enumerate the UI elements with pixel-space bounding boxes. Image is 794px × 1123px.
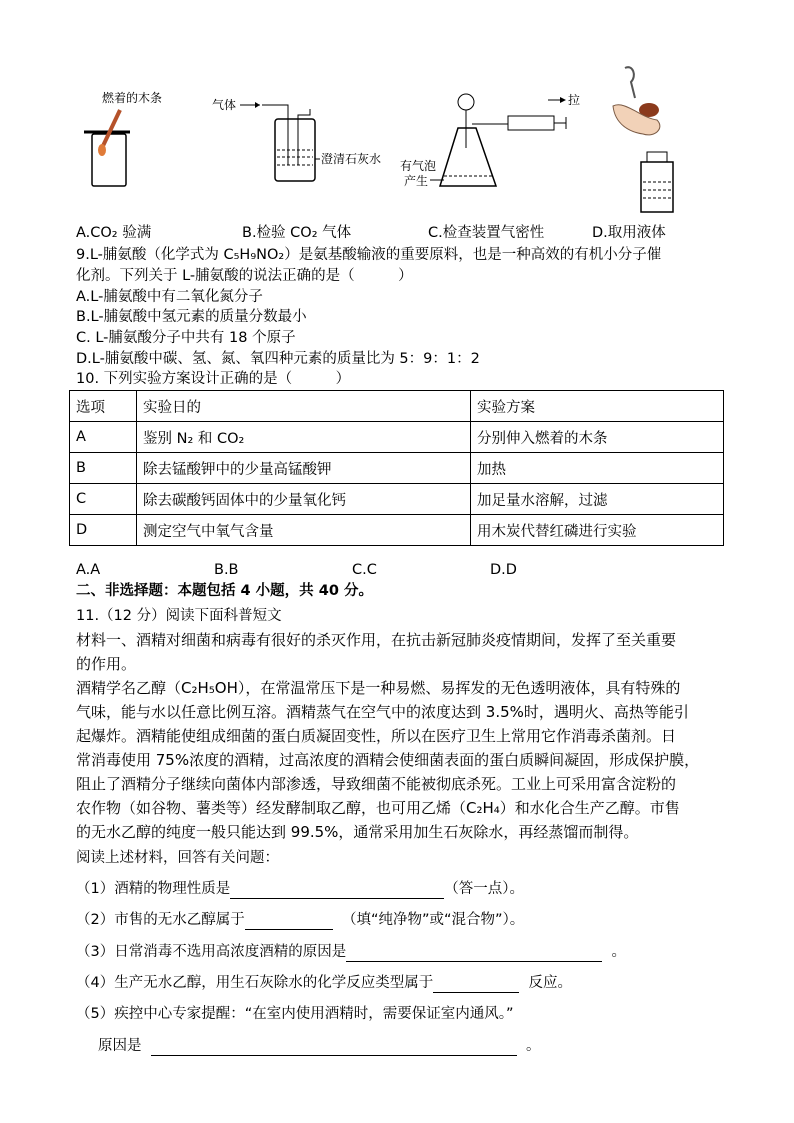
q8-option-b: B.检验 CO₂ 气体 xyxy=(242,225,352,241)
q11-sub1-answer-blank[interactable] xyxy=(230,882,444,899)
q11-sub2 xyxy=(76,910,524,930)
q10-answer-c: C.C xyxy=(352,562,377,578)
table-cell: 鉴别 N₂ 和 CO₂ xyxy=(137,422,471,453)
q11-sub4 xyxy=(76,973,572,993)
q11-sub2-suffix: （填“纯净物”或“混合物”）。 xyxy=(341,912,525,928)
q11-paragraph-line: 阻止了酒精分子继续向菌体内部渗透，导致细菌不能被彻底杀死。工业上可采用富含淀粉的 xyxy=(76,775,677,793)
q9-option-c: C. L-脯氨酸分子中共有 18 个原子 xyxy=(76,330,296,346)
q8-option-d: D.取用液体 xyxy=(592,225,666,241)
figure-b-co2-test xyxy=(210,95,390,190)
table-row xyxy=(70,515,724,546)
table-cell: 用木炭代替红磷进行实验 xyxy=(471,515,724,546)
q11-sub4-label: （4）生产无水乙醇，用生石灰除水的化学反应类型属于 xyxy=(76,975,434,991)
table-row xyxy=(70,422,724,453)
table-cell: 测定空气中氧气含量 xyxy=(137,515,471,546)
q9-stem-1: 9.L-脯氨酸（化学式为 C₅H₉NO₂）是氨基酸输液的重要原料，也是一种高效的有机小分子催 xyxy=(76,247,662,263)
section-2-heading: 二、非选择题：本题包括 4 小题，共 40 分。 xyxy=(76,583,373,599)
q11-paragraph-line: 起爆炸。酒精能使组成细菌的蛋白质凝固变性，所以在医疗卫生上常用它作消毒杀菌剂。日 xyxy=(76,727,677,745)
figure-a-label: 燃着的木条 xyxy=(102,91,163,105)
q11-sub3-suffix: 。 xyxy=(611,944,626,960)
q11-sub4-suffix: 反应。 xyxy=(528,975,572,991)
figure-b-gas-label: 气体 xyxy=(212,98,237,112)
q11-sub3 xyxy=(76,942,626,962)
q11-sub5-answer-blank[interactable] xyxy=(151,1039,517,1056)
q11-sub3-label: （3）日常消毒不选用高浓度酒精的原因是 xyxy=(76,944,347,960)
figure-c-airtightness xyxy=(400,88,590,196)
table-header-cell: 选项 xyxy=(70,391,137,422)
q11-sub1-suffix: （答一点）。 xyxy=(444,881,524,897)
q11-sub5-suffix: 。 xyxy=(525,1038,541,1054)
q9-stem-2: 化剂。下列关于 L-脯氨酸的说法正确的是（ ） xyxy=(76,268,413,284)
q11-paragraph-line: 的无水乙醇的纯度一般只能达到 99.5%，通常采用加生石灰除水，再经蒸馏而制得。 xyxy=(76,823,639,841)
q11-paragraph-line: 材料一、酒精对细菌和病毒有很好的杀灭作用，在抗击新冠肺炎疫情期间，发挥了至关重要 xyxy=(76,631,677,649)
table-cell: D xyxy=(70,515,137,546)
q10-answer-a: A.A xyxy=(76,562,101,578)
q11-sub4-answer-blank[interactable] xyxy=(433,976,519,993)
q11-sub2-answer-blank[interactable] xyxy=(245,913,333,930)
table-cell: A xyxy=(70,422,137,453)
figure-a-co2-full-test xyxy=(80,88,190,198)
figure-c-bubble-label-1: 有气泡 xyxy=(400,159,437,173)
q8-option-a: A.CO₂ 验满 xyxy=(76,225,152,241)
table-cell: 除去锰酸钾中的少量高锰酸钾 xyxy=(137,453,471,484)
q10-table xyxy=(69,390,724,546)
q11-paragraph-line: 农作物（如谷物、薯类等）经发酵制取乙醇，也可用乙烯（C₂H₄）和水化合生产乙醇。市售 xyxy=(76,799,680,817)
q11-paragraph-line: 的作用。 xyxy=(76,655,137,673)
q10-answer-b: B.B xyxy=(214,562,239,578)
q11-title: 11.（12 分）阅读下面科普短文 xyxy=(76,608,282,624)
table-row xyxy=(70,453,724,484)
table-header-cell: 实验日的 xyxy=(137,391,471,422)
figure-c-bubble-label-2: 产生 xyxy=(404,174,429,188)
q11-paragraph-line: 常消毒使用 75%浓度的酒精，过高浓度的酒精会使细菌表面的蛋白质瞬间凝固，形成保护膜， xyxy=(76,751,700,769)
q11-sub2-label: （2）市售的无水乙醇属于 xyxy=(76,912,245,928)
table-cell: C xyxy=(70,484,137,515)
figure-b-liquid-label: 澄清石灰水 xyxy=(321,152,382,166)
q11-sub5-reason-label: 原因是 xyxy=(98,1038,142,1054)
q9-option-a: A.L-脯氨酸中有二氧化氮分子 xyxy=(76,289,263,305)
q8-option-c: C.检查装置气密性 xyxy=(428,225,545,241)
q9-option-b: B.L-脯氨酸中氢元素的质量分数最小 xyxy=(76,309,307,325)
q11-paragraph-line: 酒精学名乙醇（C₂H₅OH），在常温常压下是一种易燃、易挥发的无色透明液体，具有特殊的 xyxy=(76,679,681,697)
figure-d-dropper xyxy=(605,62,695,217)
q11-paragraph-line: 气味，能与水以任意比例互溶。酒精蒸气在空气中的浓度达到 3.5%时，遇明火、高热等能引 xyxy=(76,703,689,721)
table-cell: 加足量水溶解，过滤 xyxy=(471,484,724,515)
table-header-cell: 实验方案 xyxy=(471,391,724,422)
table-cell: B xyxy=(70,453,137,484)
q11-sub5: （5）疾控中心专家提醒：“在室内使用酒精时，需要保证室内通风。” xyxy=(76,1006,514,1022)
q11-prompt: 阅读上述材料，回答有关问题： xyxy=(76,850,279,866)
q11-sub1-label: （1）酒精的物理性质是 xyxy=(76,881,231,897)
q11-sub1 xyxy=(76,879,524,899)
table-header-row xyxy=(70,391,724,422)
q9-option-d: D.L-脯氨酸中碳、氢、氮、氧四种元素的质量比为 5：9：1：2 xyxy=(76,351,480,367)
table-cell: 加热 xyxy=(471,453,724,484)
table-cell: 除去碳酸钙固体中的少量氧化钙 xyxy=(137,484,471,515)
q11-sub3-answer-blank[interactable] xyxy=(346,945,602,962)
table-cell: 分别伸入燃着的木条 xyxy=(471,422,724,453)
table-row xyxy=(70,484,724,515)
q10-answer-d: D.D xyxy=(490,562,517,578)
figure-c-pull-label: 拉 xyxy=(568,93,581,107)
q10-stem: 10. 下列实验方案设计正确的是（ ） xyxy=(76,371,351,387)
q11-sub5-reason xyxy=(98,1036,540,1056)
